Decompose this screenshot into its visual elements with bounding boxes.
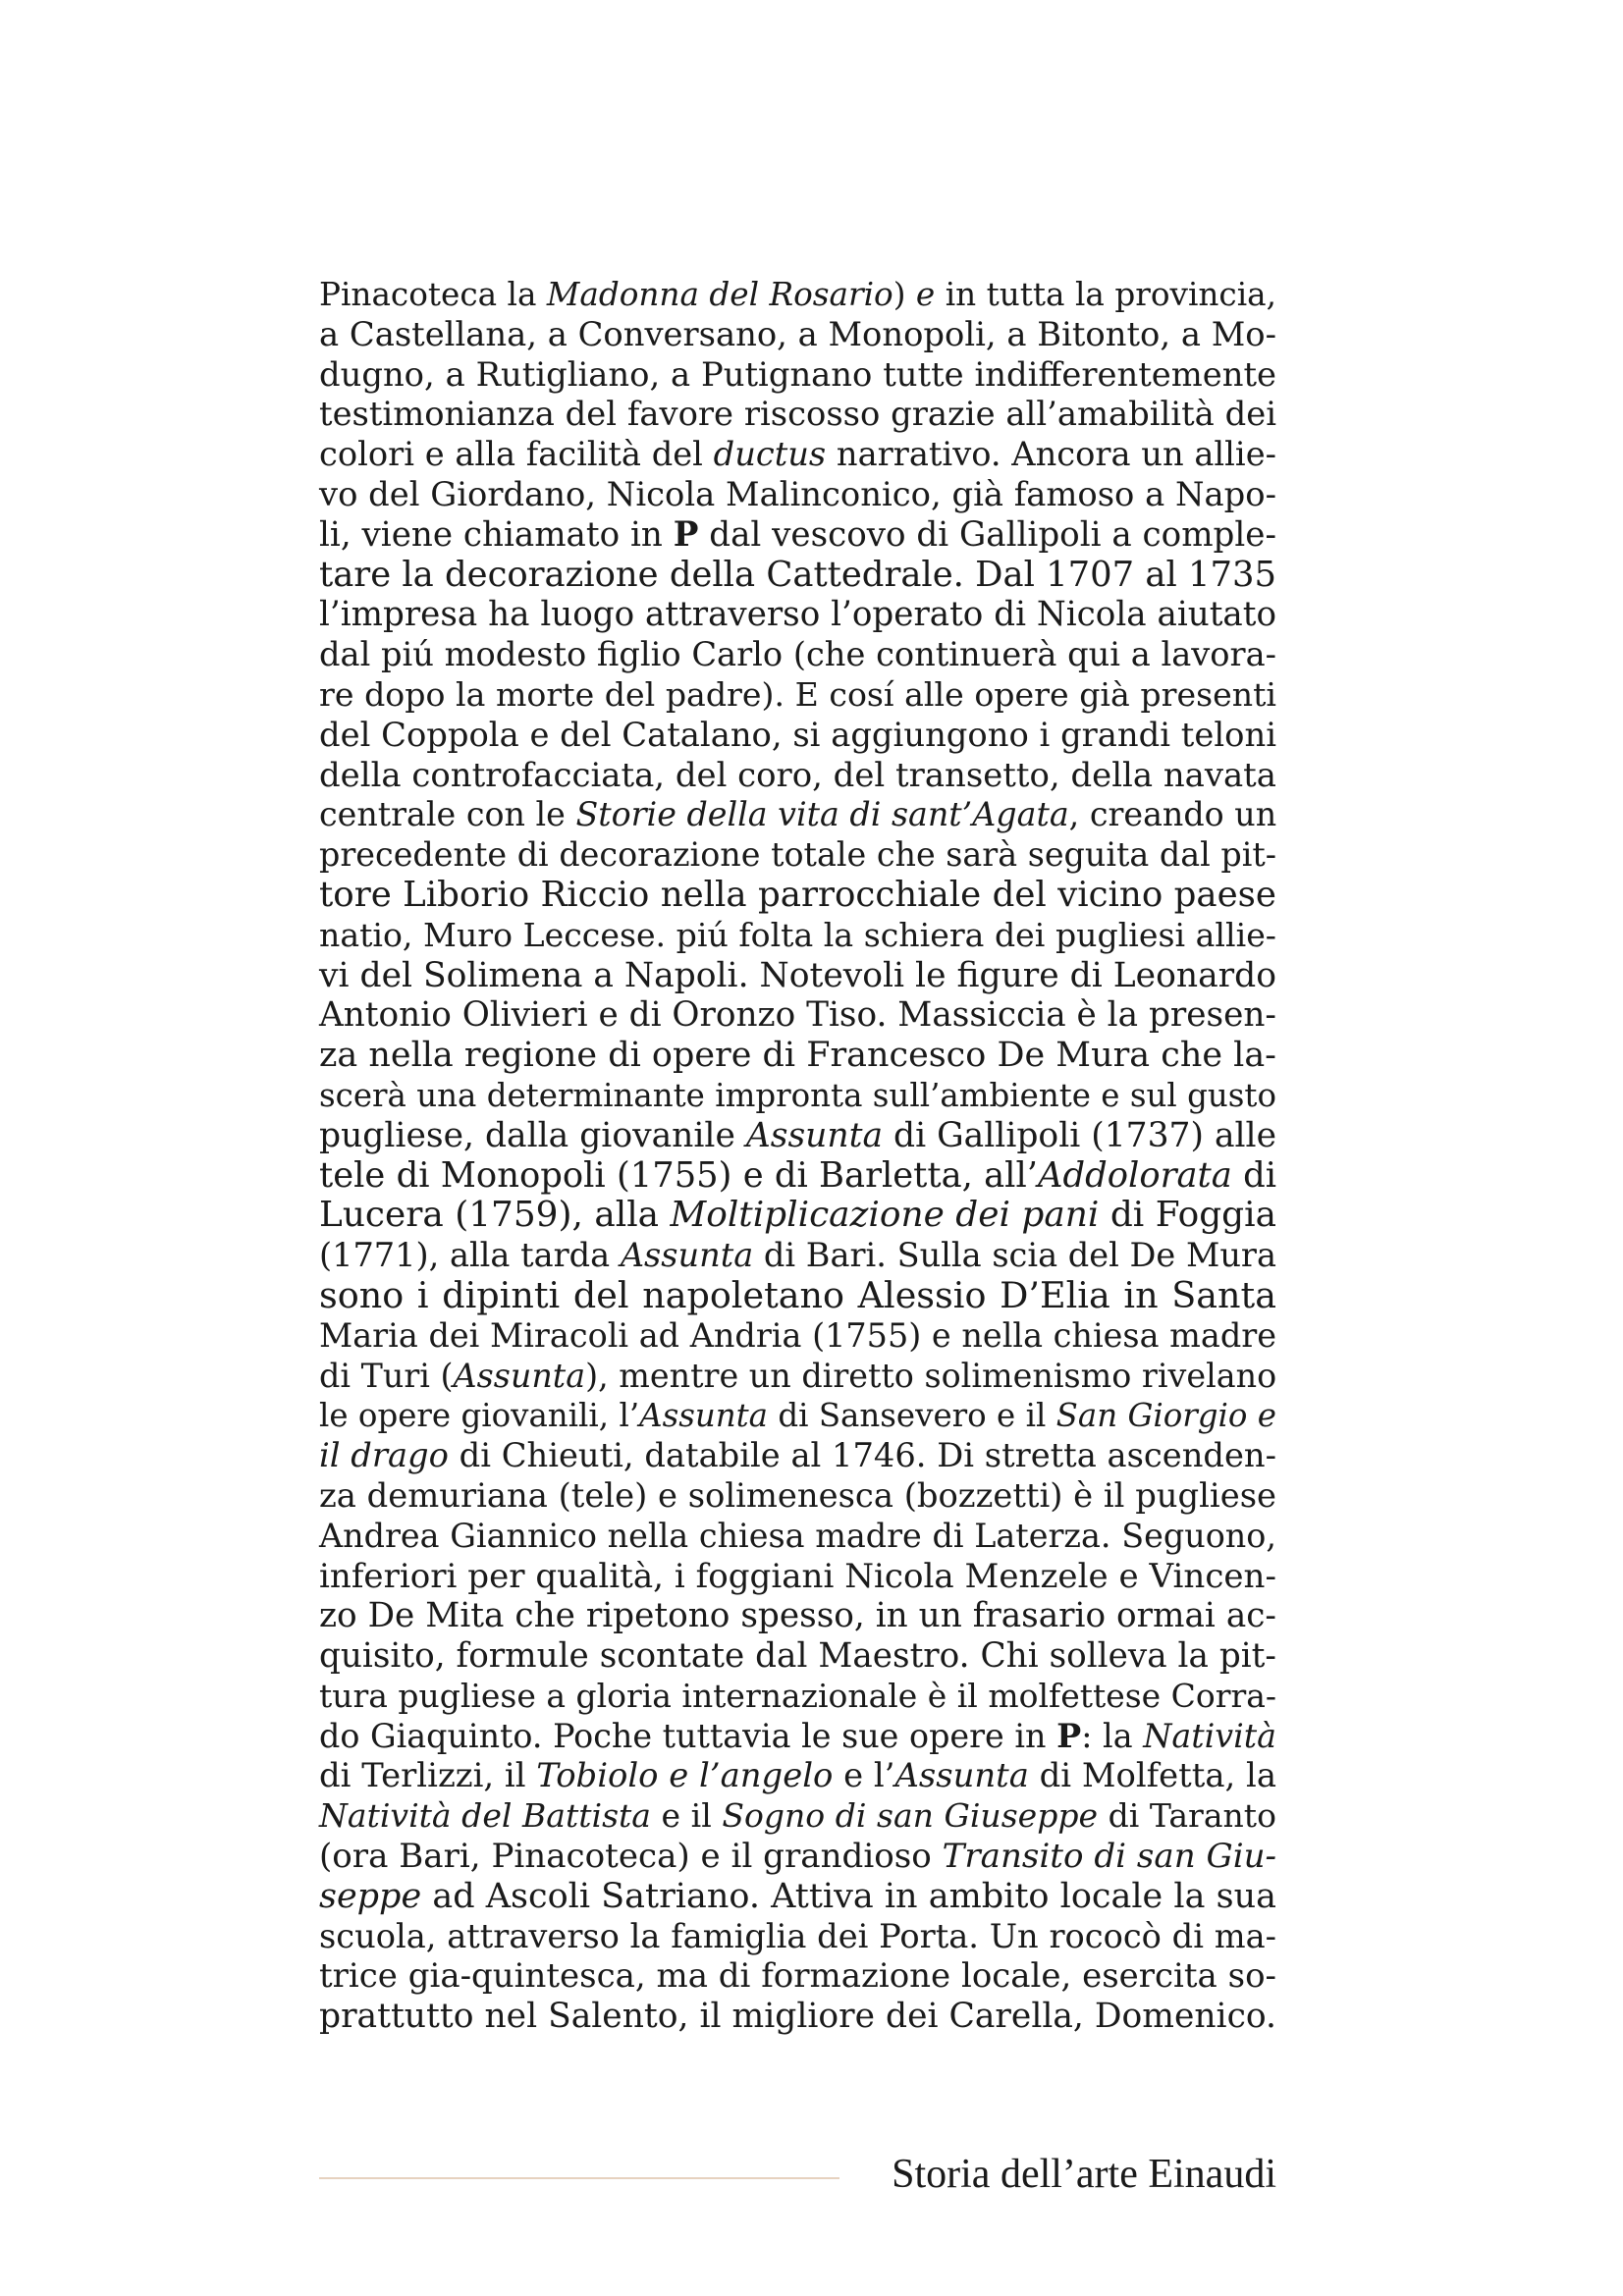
text-line xyxy=(319,1997,1276,2037)
text-run: Lucera (1759), alla xyxy=(319,1195,671,1236)
italic-text: Storie della vita di sant’Agata xyxy=(575,795,1069,834)
text-run: do Giaquinto. Poche tuttavia le sue opere in xyxy=(319,1716,1057,1755)
text-line xyxy=(319,1636,1276,1677)
text-line xyxy=(319,1877,1276,1917)
text-line xyxy=(319,475,1276,515)
text-run: vi del Solimena a Napoli. Notevoli le figure di Leonardo xyxy=(319,955,1276,995)
footer-title: Storia dell’arte Einaudi xyxy=(892,2152,1276,2197)
text-run: dal vescovo di Gallipoli a comple- xyxy=(698,514,1276,555)
text-run: di Foggia xyxy=(1099,1195,1276,1236)
text-run: trice gia-quintesca, ma di formazione locale, esercita so- xyxy=(319,1956,1276,1997)
text-line xyxy=(319,1557,1276,1597)
italic-text: ductus xyxy=(713,435,827,474)
text-line xyxy=(319,835,1276,876)
text-line xyxy=(319,595,1276,635)
text-run: e l’ xyxy=(833,1756,895,1795)
text-run: vo del Giordano, Nicola Malinconico, già famoso a Napo- xyxy=(319,474,1276,513)
text-run: tare la decorazione della Cattedrale. Dal 1707 al 1735 xyxy=(319,554,1276,595)
text-line xyxy=(319,1116,1276,1156)
italic-text: Assunta xyxy=(894,1756,1029,1795)
text-run: di Gallipoli (1737) alle xyxy=(883,1115,1276,1155)
text-run: quisito, formule scontate dal Maestro. Chi solleva la pit- xyxy=(319,1636,1276,1677)
text-run: li, viene chiamato in xyxy=(319,514,674,555)
text-line xyxy=(319,315,1276,355)
text-run: pugliese, dalla giovanile xyxy=(319,1115,746,1155)
text-run: (1771), alla tarda xyxy=(319,1236,621,1275)
text-line xyxy=(319,1956,1276,1997)
text-run: za demuriana (tele) e solimenesca (bozzetti) è il pugliese xyxy=(319,1475,1276,1515)
bold-text: P xyxy=(1056,1716,1082,1755)
italic-text: Transito di san Giu- xyxy=(942,1837,1277,1877)
text-run: di Terlizzi, il xyxy=(319,1756,537,1795)
text-run: dal piú modesto figlio Carlo (che continuerà qui a lavora- xyxy=(319,635,1276,674)
italic-text: San Giorgio e xyxy=(1055,1397,1276,1435)
text-line xyxy=(319,956,1276,996)
text-run: scerà una determinante impronta sull’ambiente e sul gusto xyxy=(319,1076,1276,1114)
body-text xyxy=(319,275,1276,2037)
text-run: za nella regione di opere di Francesco De Mura che la- xyxy=(319,1036,1276,1076)
text-line xyxy=(319,1156,1276,1197)
italic-text: il drago xyxy=(319,1436,449,1475)
text-run: ad Ascoli Satriano. Attiva in ambito locale la sua xyxy=(421,1876,1276,1916)
text-run: tore Liborio Riccio nella parrocchiale del vicino paese xyxy=(319,874,1276,915)
text-run: Pinacoteca la xyxy=(319,276,547,313)
italic-text: Assunta xyxy=(639,1397,769,1435)
text-run: l’impresa ha luogo attraverso l’operato di Nicola aiutato xyxy=(319,595,1276,635)
text-run: natio, Muro Leccese. piú folta la schiera dei pugliesi allie- xyxy=(319,915,1276,954)
text-run: di Bari. Sulla scia del De Mura xyxy=(753,1236,1276,1275)
text-line xyxy=(319,1436,1276,1476)
text-line xyxy=(319,916,1276,956)
text-line xyxy=(319,355,1276,396)
text-run: della controfacciata, del coro, del transetto, della navata xyxy=(319,755,1276,794)
text-line xyxy=(319,1596,1276,1636)
text-run: di Molfetta, la xyxy=(1028,1756,1276,1795)
footer-rule xyxy=(319,2177,839,2179)
text-run: di xyxy=(1231,1154,1276,1196)
italic-text: Addolorata xyxy=(1038,1154,1232,1196)
italic-text: seppe xyxy=(319,1876,422,1916)
text-run: colori e alla facilità del xyxy=(319,435,714,474)
text-line xyxy=(319,1316,1276,1357)
italic-text: Assunta xyxy=(620,1236,754,1275)
text-line xyxy=(319,876,1276,916)
text-line xyxy=(319,1076,1276,1116)
text-run: di Sansevero e il xyxy=(768,1397,1056,1435)
italic-text: Tobiolo e l’angelo xyxy=(536,1756,834,1795)
text-line xyxy=(319,756,1276,796)
text-line xyxy=(319,1196,1276,1236)
text-line xyxy=(319,1677,1276,1717)
text-line xyxy=(319,1796,1276,1837)
text-run: sono i dipinti del napoletano Alessio D’Elia in Santa xyxy=(319,1273,1276,1316)
text-line xyxy=(319,515,1276,556)
italic-text: Natività del Battista xyxy=(319,1796,651,1836)
text-line xyxy=(319,716,1276,756)
text-run: Andrea Giannico nella chiesa madre di Laterza. Seguono, xyxy=(319,1516,1276,1555)
text-run: le opere giovanili, l’ xyxy=(319,1397,640,1435)
text-run: : la xyxy=(1081,1716,1144,1755)
italic-text: Moltiplicazione dei pani xyxy=(670,1195,1100,1236)
text-line xyxy=(319,675,1276,716)
text-run: di Chieuti, databile al 1746. Di stretta ascenden- xyxy=(448,1436,1277,1475)
text-run: di Taranto xyxy=(1098,1796,1276,1836)
text-line xyxy=(319,1273,1276,1316)
text-run: Antonio Olivieri e di Oronzo Tiso. Massiccia è la presen- xyxy=(319,995,1276,1036)
text-run: prattutto nel Salento, il migliore dei Carella, Domenico. xyxy=(319,1997,1276,2037)
italic-text: Assunta xyxy=(453,1356,586,1395)
text-line xyxy=(319,1717,1276,1757)
text-run: del Coppola e del Catalano, si aggiungono i grandi teloni xyxy=(319,715,1276,754)
text-run: di Turi ( xyxy=(319,1356,454,1395)
text-line xyxy=(319,1837,1276,1877)
text-line xyxy=(319,635,1276,675)
text-run: e il xyxy=(651,1796,723,1836)
text-run: tele di Monopoli (1755) e di Barletta, all’ xyxy=(319,1154,1039,1196)
text-line xyxy=(319,1476,1276,1517)
text-run: scuola, attraverso la famiglia dei Porta. Un rococò di ma- xyxy=(319,1916,1276,1955)
italic-text: Natività xyxy=(1143,1716,1276,1755)
text-line xyxy=(319,556,1276,596)
text-run: ), mentre un diretto solimenismo rivelano xyxy=(585,1356,1277,1395)
text-line xyxy=(319,1917,1276,1957)
bold-text: P xyxy=(673,514,699,555)
text-run: a Castellana, a Conversano, a Monopoli, a Bitonto, a Mo- xyxy=(319,314,1276,353)
text-line xyxy=(319,1236,1276,1276)
text-line xyxy=(319,1396,1276,1436)
italic-text: Madonna del Rosario xyxy=(546,276,893,313)
text-run: precedente di decorazione totale che sarà seguita dal pit- xyxy=(319,835,1277,875)
text-run: tura pugliese a gloria internazionale è il molfettese Corra- xyxy=(319,1676,1277,1715)
italic-text: Sogno di san Giuseppe xyxy=(722,1796,1099,1836)
italic-text: Assunta xyxy=(745,1115,884,1155)
text-run: zo De Mita che ripetono spesso, in un frasario ormai ac- xyxy=(319,1596,1276,1636)
text-run: Maria dei Miracoli ad Andria (1755) e nella chiesa madre xyxy=(319,1315,1276,1355)
text-run: re dopo la morte del padre). E cosí alle opere già presenti xyxy=(319,674,1276,714)
text-line xyxy=(319,995,1276,1036)
text-line xyxy=(319,1036,1276,1076)
text-line xyxy=(319,795,1276,835)
text-run: in tutta la provincia, xyxy=(935,276,1276,313)
text-run: inferiori per qualità, i foggiani Nicola Menzele e Vincen- xyxy=(319,1556,1276,1596)
text-run: testimonianza del favore riscosso grazie all’amabilità dei xyxy=(319,395,1276,434)
text-line xyxy=(319,1357,1276,1397)
text-run: narrativo. Ancora un allie- xyxy=(826,435,1276,474)
text-line xyxy=(319,1517,1276,1557)
text-run: dugno, a Rutigliano, a Putignano tutte indifferentemente xyxy=(319,354,1276,394)
text-run: centrale con le xyxy=(319,795,576,834)
text-line xyxy=(319,1756,1276,1796)
text-line xyxy=(319,275,1276,315)
text-line xyxy=(319,435,1276,475)
text-run: , creando un xyxy=(1068,795,1277,834)
text-line xyxy=(319,395,1276,435)
text-run: ) xyxy=(893,276,916,313)
italic-text: e xyxy=(915,276,936,313)
text-run: (ora Bari, Pinacoteca) e il grandioso xyxy=(319,1837,943,1877)
